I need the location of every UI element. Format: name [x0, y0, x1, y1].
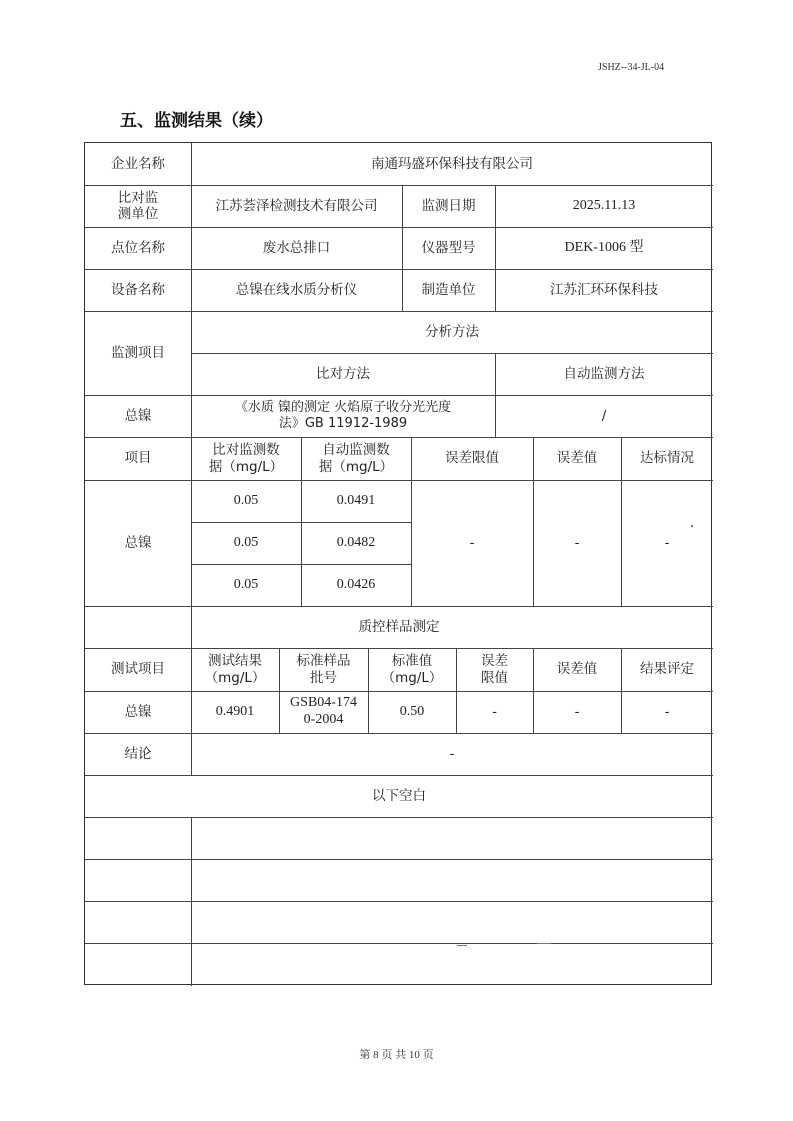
- date-value: 2025.11.13: [572, 197, 636, 213]
- qc-error-value: -: [574, 703, 580, 720]
- cmp-header-compare-data: 比对监测数 据（mg/L）: [208, 442, 284, 475]
- qc-header-item: 测试项目: [111, 661, 165, 678]
- section-title: 五、监测结果（续）: [120, 111, 273, 131]
- qc-header-standard: 标准值 （mg/L）: [381, 653, 443, 686]
- date-label: 监测日期: [421, 197, 476, 214]
- auto-method-value: /: [601, 407, 607, 424]
- cmp-auto-value: 0.0426: [336, 576, 376, 592]
- blank-note: 以下空白: [372, 787, 426, 804]
- scan-speck: [537, 943, 551, 944]
- monitoring-results-table: [84, 142, 712, 985]
- qc-standard: 0.50: [399, 703, 425, 719]
- analysis-method-header: 分析方法: [425, 323, 479, 340]
- monitoring-unit-label: 比对监 测单位: [117, 189, 159, 222]
- cmp-item: 总镍: [124, 534, 152, 551]
- point-label: 点位名称: [111, 239, 165, 256]
- qc-evaluation: -: [664, 703, 670, 720]
- model-value: DEK-1006 型: [564, 239, 644, 255]
- cmp-compare-value: 0.05: [233, 534, 259, 550]
- qc-header-batch: 标准样品 批号: [296, 653, 351, 686]
- monitoring-unit-value: 江苏荟泽检测技术有限公司: [215, 197, 378, 214]
- device-label: 设备名称: [111, 281, 165, 298]
- company-value: 南通玛盛环保科技有限公司: [371, 155, 533, 172]
- device-value: 总镍在线水质分析仪: [235, 281, 358, 298]
- qc-result: 0.4901: [215, 703, 255, 719]
- cmp-header-error-limit: 误差限值: [445, 450, 499, 467]
- compare-method-value: 《水质 镍的测定 火焰原子收分光光度 法》GB 11912-1989: [234, 400, 452, 431]
- page-number: 第 8 页 共 10 页: [359, 1049, 434, 1061]
- cmp-error-limit: -: [469, 534, 475, 551]
- qc-item: 总镍: [124, 703, 152, 720]
- auto-method-header: 自动监测方法: [563, 365, 645, 382]
- qc-header-evaluation: 结果评定: [640, 661, 694, 678]
- scan-speck: [691, 525, 693, 527]
- maker-label: 制造单位: [421, 281, 476, 298]
- method-row-item: 总镍: [124, 407, 152, 424]
- qc-header-result: 测试结果 （mg/L）: [204, 653, 266, 686]
- qc-error-limit: -: [492, 703, 497, 720]
- cmp-header-error-value: 误差值: [556, 450, 598, 467]
- scan-speck: [457, 945, 467, 946]
- qc-header-error-limit: 误差 限值: [481, 653, 508, 686]
- compare-method-header: 比对方法: [316, 365, 370, 382]
- conclusion-label: 结论: [124, 745, 152, 762]
- monitoring-item-label: 监测项目: [111, 344, 165, 361]
- cmp-compare-value: 0.05: [233, 492, 259, 508]
- cmp-error-value: -: [574, 534, 580, 551]
- cmp-auto-value: 0.0482: [336, 534, 376, 550]
- cmp-header-item: 项目: [124, 450, 152, 467]
- document-code: JSHZ--34-JL-04: [598, 62, 665, 73]
- point-value: 废水总排口: [262, 239, 331, 256]
- maker-value: 江苏汇环环保科技: [550, 281, 658, 298]
- cmp-compliance: -: [664, 534, 670, 551]
- qc-title: 质控样品测定: [358, 618, 440, 635]
- conclusion-value: -: [449, 745, 455, 762]
- cmp-header-compliance: 达标情况: [640, 450, 694, 467]
- qc-header-error-value: 误差值: [556, 661, 598, 678]
- company-label: 企业名称: [111, 155, 165, 172]
- qc-batch: GSB04-174 0-2004: [290, 695, 357, 727]
- cmp-compare-value: 0.05: [233, 576, 259, 592]
- model-label: 仪器型号: [421, 239, 476, 256]
- cmp-header-auto-data: 自动监测数 据（mg/L）: [318, 442, 394, 475]
- cmp-auto-value: 0.0491: [336, 492, 376, 508]
